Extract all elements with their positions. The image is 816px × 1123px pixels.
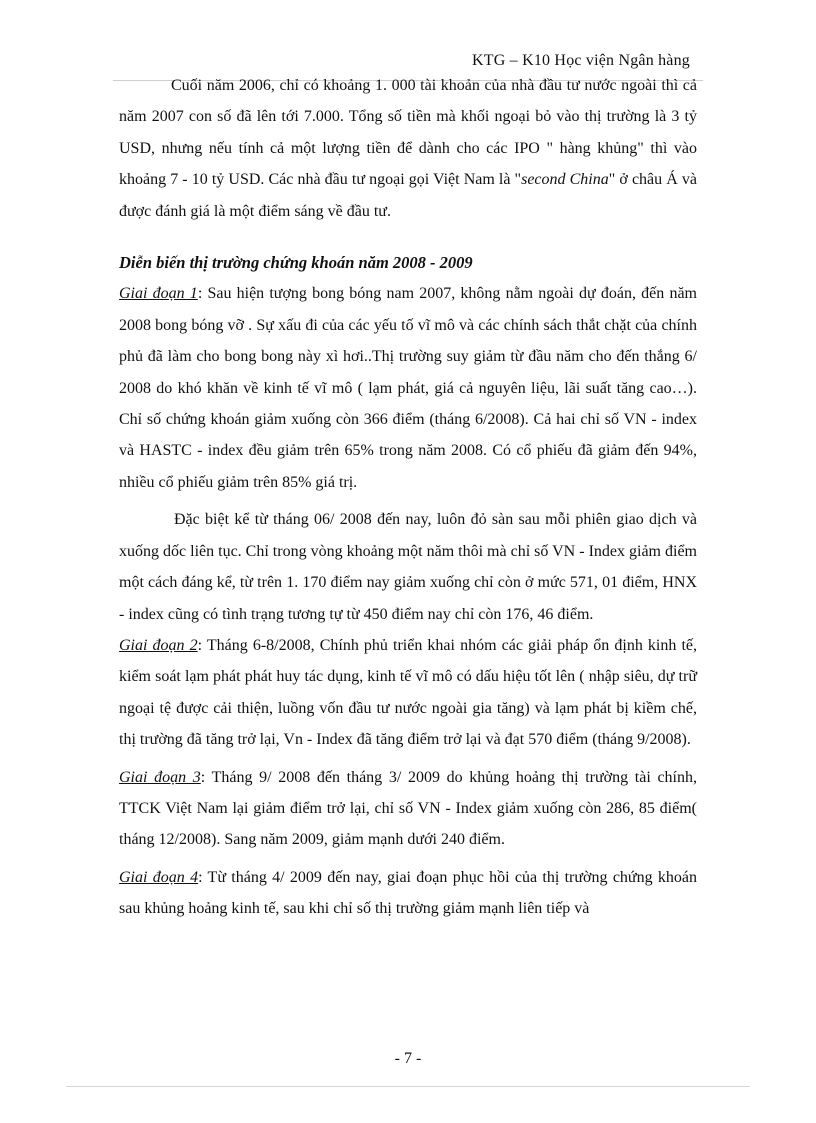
section-heading: Diễn biến thị trường chứng khoán năm 2008 - 2009	[119, 253, 473, 273]
page-number: - 7 -	[394, 1050, 422, 1067]
paragraph-text: Cuối năm 2006, chỉ có khoảng 1. 000 tài khoản của nhà đầu tư nước ngoài thì cả năm 2007 con số đã lên tới 7.000. Tổng số tiền mà khối ngoại bỏ vào thị trường là 3 tỷ USD, nhưng nếu tính cả một lượng tiền để dành cho các IPO " hàng khủng" thì vào khoảng 7 - 10 tỷ USD. Các nhà đầu tư ngoại gọi Việt Nam là "	[119, 77, 697, 189]
paragraph-stage-1	[119, 278, 697, 498]
footer-rule	[66, 1086, 750, 1087]
paragraph-text: : Sau hiện tượng bong bóng nam 2007, không nằm ngoài dự đoán, đến năm 2008 bong bóng vỡ . Sự xấu đi của các yếu tố vĩ mô và các chính sách thắt chặt của chính phủ đã làm cho bong bong này xì hơi..Thị trường suy giảm từ đầu năm cho đến thắng 6/ 2008 do khó khăn về kinh tế vĩ mô ( lạm phát, giá cả nguyên liệu, lãi suất tăng cao…). Chỉ số chứng khoán giảm xuống còn 366 điểm (tháng 6/2008). Cả hai chỉ số VN - index và HASTC - index đều giảm trên 65% trong năm 2008. Có cổ phiếu đã giảm đến 94%, nhiều cổ phiếu giảm trên 85% giá trị.	[119, 285, 697, 491]
italic-term: second China	[521, 171, 609, 189]
paragraph-stage-2	[119, 630, 697, 756]
paragraph-text: : Tháng 9/ 2008 đến tháng 3/ 2009 do khủng hoảng thị trường tài chính, TTCK Việt Nam lại giảm điểm trở lại, chỉ số VN - Index giảm xuống còn 286, 85 điểm( tháng 12/2008). Sang năm 2009, giảm mạnh dưới 240 điểm.	[119, 768, 697, 849]
stage-label: Giai đoạn 4	[119, 868, 199, 886]
page-header: KTG – K10 Học viện Ngân hàng	[472, 52, 690, 69]
stage-label: Giai đoạn 2	[119, 636, 198, 654]
stage-label: Giai đoạn 3	[119, 768, 201, 786]
paragraph-text: " ở châu Á và được đánh giá là một điểm sáng về đầu tư.	[119, 171, 698, 220]
paragraph-foreign-investors	[119, 70, 697, 227]
paragraph-text: : Tháng 6-8/2008, Chính phủ triển khai nhóm các giải pháp ổn định kinh tế, kiểm soát lạm phát phát huy tác dụng, kinh tế vĩ mô có dấu hiệu tốt lên ( nhập siêu, dự trữ ngoại tệ được cải thiện, luồng vốn đầu tư nước ngoài gia tăng) và lạm phát bị kiềm chế, thị trường đã tăng trở lại, Vn - Index đã tăng điểm trở lại và đạt 570 điểm (tháng 9/2008).	[119, 636, 697, 749]
paragraph-vn-index-decline: Đặc biệt kể từ tháng 06/ 2008 đến nay, luôn đỏ sàn sau mỗi phiên giao dịch và xuống dốc liên tục. Chỉ trong vòng khoảng một năm thôi mà chỉ số VN - Index giảm điểm một cách đáng kể, từ trên 1. 170 điểm nay giảm xuống chỉ còn ở mức 571, 01 điểm, HNX - index cũng có tình trạng tương tự từ 450 điểm nay chỉ còn 176, 46 điểm.	[119, 511, 697, 623]
paragraph-stage-3	[119, 762, 697, 856]
paragraph-text: : Từ tháng 4/ 2009 đến nay, giai đoạn phục hồi của thị trường chứng khoán sau khủng hoảng kinh tế, sau khi chỉ số thị trường giảm mạnh liên tiếp và	[119, 868, 697, 918]
page-body	[119, 70, 697, 925]
stage-label: Giai đoạn 1	[119, 285, 198, 303]
paragraph-stage-4	[119, 862, 697, 925]
